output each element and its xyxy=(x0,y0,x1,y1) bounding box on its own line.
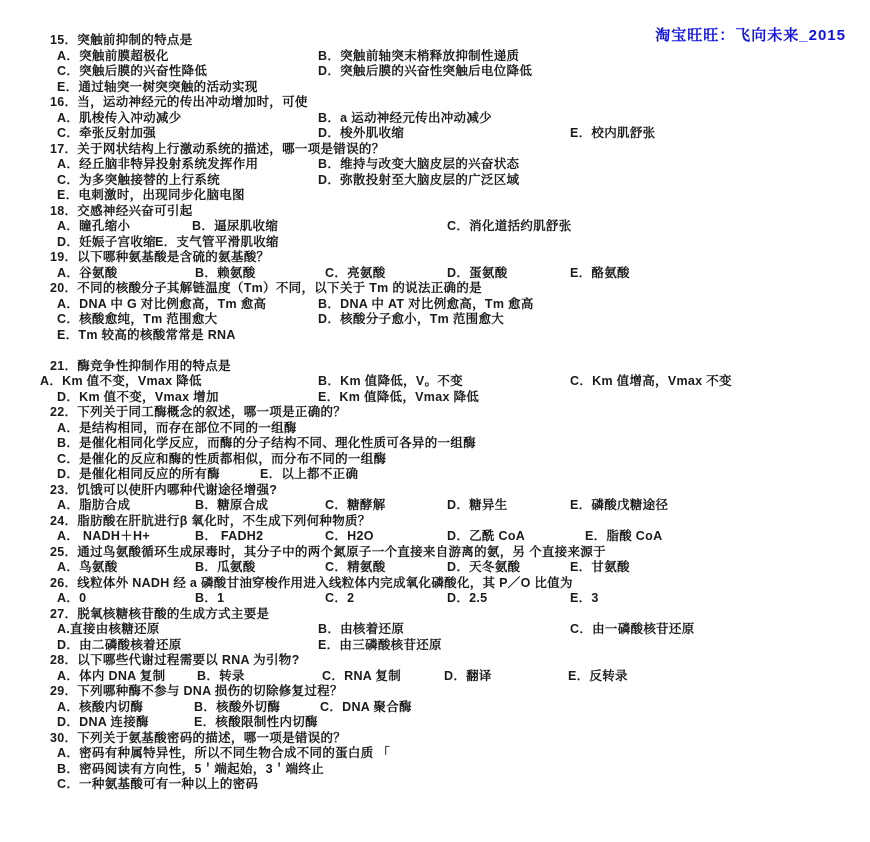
option-text: B．核酸外切酶 xyxy=(194,699,281,714)
question-stem: 21．酶竞争性抑制作用的特点是 xyxy=(50,358,231,373)
question-stem: 24．脂肪酸在肝肮进行β 氧化时，不生成下列何种物质？ xyxy=(50,513,371,528)
option-text: A.直接由核糖还原 xyxy=(57,622,160,636)
document-line xyxy=(0,464,870,480)
option-text: E．核酸限制性内切酶 xyxy=(194,715,318,729)
option-text: E．Tm 较高的核酸常常是 RNA xyxy=(57,327,236,342)
document-line xyxy=(0,139,870,155)
document-line xyxy=(0,635,870,651)
option-text: D．梭外肌收缩 xyxy=(318,126,405,140)
option-text: D．是催化相同反应的所有酶 xyxy=(57,467,220,481)
option-text: B．1 xyxy=(195,591,225,605)
option-text: B．糖原合成 xyxy=(195,498,269,512)
option-text: E．甘氨酸 xyxy=(570,560,630,574)
option-text: B． FADH2 xyxy=(195,529,264,543)
question-stem: 15．突触前抑制的特点是 xyxy=(50,33,193,47)
option-text: A．突触前膜超极化 xyxy=(57,48,169,63)
option-text: E．校内肌舒张 xyxy=(570,126,656,140)
option-text: E．Km 值降低，Vmax 降低 xyxy=(318,389,480,404)
document-line xyxy=(0,30,870,46)
option-text: B．逼尿肌收缩 xyxy=(192,219,279,233)
question-stem: 25．通过鸟氨酸循环生成尿毒时，其分子中的两个氮原子一个直接来自游离的氨，另 个直接来源于 xyxy=(50,544,606,559)
option-text: E．酪氨酸 xyxy=(570,265,630,280)
option-text: D．翻译 xyxy=(444,668,492,683)
option-text: E．3 xyxy=(570,591,599,605)
option-text: D．2.5 xyxy=(447,591,488,605)
document-line xyxy=(0,371,870,387)
option-text: E．电刺激时，出现同步化脑电图 xyxy=(57,188,245,202)
option-text: A．经丘脑非特异投射系统发挥作用 xyxy=(57,157,259,171)
document-line xyxy=(0,185,870,201)
option-text: E．通过轴突一树突突触的活动实现 xyxy=(57,79,258,94)
document-line xyxy=(0,77,870,93)
option-text: D．蛋氨酸 xyxy=(447,265,508,280)
option-text: B．转录 xyxy=(197,668,245,683)
document-line xyxy=(0,573,870,589)
document-line xyxy=(0,557,870,573)
document-line xyxy=(0,619,870,635)
option-text: D．突触后膜的兴奋性突触后电位降低 xyxy=(318,64,533,78)
document-line xyxy=(0,309,870,325)
question-stem: 17．关于网状结构上行激动系统的描述，哪一项是错误的？ xyxy=(50,141,385,156)
option-text: B．赖氨酸 xyxy=(195,265,256,280)
blank-line xyxy=(0,340,870,356)
option-text: C．为多突触接替的上行系统 xyxy=(57,172,220,187)
question-stem: 23．饥饿可以使肝内哪种代谢途径增强? xyxy=(50,482,278,497)
document-line xyxy=(0,232,870,248)
document-line xyxy=(0,728,870,744)
document-line xyxy=(0,216,870,232)
option-text: D．弥散投射至大脑皮层的广泛区域 xyxy=(318,172,520,187)
document-line xyxy=(0,418,870,434)
option-text: B．是催化相同化学反应，而酶的分子结构不同、理化性质可各异的一组酶 xyxy=(57,436,476,450)
document-line xyxy=(0,356,870,372)
option-text: D．糖异生 xyxy=(447,498,508,512)
document-line xyxy=(0,201,870,217)
document-line xyxy=(0,697,870,713)
option-text: D．Km 值不变，Vmax 增加 xyxy=(57,389,219,404)
document-line xyxy=(0,263,870,279)
document-line xyxy=(0,604,870,620)
option-text: C．RNA 复制 xyxy=(322,668,402,683)
option-text: E．以上都不正确 xyxy=(260,467,359,481)
option-text: A．鸟氨酸 xyxy=(57,560,118,574)
option-text: E．脂酸 CoA xyxy=(585,529,663,543)
option-text: C．2 xyxy=(325,591,355,605)
option-text: B．DNA 中 AT 对比例愈高，Tm 愈高 xyxy=(318,296,534,311)
option-text: B．瓜氨酸 xyxy=(195,560,256,574)
document-line xyxy=(0,108,870,124)
option-text: A．肌梭传入冲动减少 xyxy=(57,110,182,125)
option-text: A． NADH＋H+ xyxy=(57,529,150,543)
document-line xyxy=(0,278,870,294)
option-text: D．天冬氨酸 xyxy=(447,560,521,574)
option-text: C．H2O xyxy=(325,529,374,543)
document-line xyxy=(0,480,870,496)
option-text: E．磷酸戊糖途径 xyxy=(570,498,669,512)
option-text: D．DNA 连接酶 xyxy=(57,715,149,729)
document-line xyxy=(0,402,870,418)
document-line xyxy=(0,588,870,604)
option-text: E．支气管平滑肌收缩 xyxy=(155,234,279,249)
option-text: D．由二磷酸核着还原 xyxy=(57,637,182,652)
option-text: C．核酸愈纯，Tm 范围愈大 xyxy=(57,312,218,326)
document-line xyxy=(0,46,870,62)
question-stem: 27．脱氧核糖核苷酸的生成方式主要是 xyxy=(50,606,270,621)
option-text: B．由核着还原 xyxy=(318,622,405,636)
option-text: C．突触后膜的兴奋性降低 xyxy=(57,64,208,78)
document-line xyxy=(0,712,870,728)
document-line xyxy=(0,123,870,139)
question-stem: 28．以下哪些代谢过程需要以 RNA 为引物? xyxy=(50,653,300,667)
question-stem: 26．线粒体外 NADH 经 a 磷酸甘油穿梭作用进入线粒体内完成氧化磷酸化，其 P／O 比值为 xyxy=(50,575,573,590)
question-stem: 22．下列关于同工酶概念的叙述，哪一项是正确的？ xyxy=(50,405,347,419)
option-text: A．瞳孔缩小 xyxy=(57,219,131,233)
document-line xyxy=(0,774,870,790)
option-text: C．糖酵解 xyxy=(325,498,386,512)
option-text: C．牵张反射加强 xyxy=(57,126,156,140)
document-line xyxy=(0,433,870,449)
document-line xyxy=(0,449,870,465)
document-lines xyxy=(0,30,870,790)
option-text: A．核酸内切酶 xyxy=(57,699,144,714)
document-line xyxy=(0,650,870,666)
option-text: C．Km 值增高，Vmax 不变 xyxy=(570,374,732,388)
option-text: C．DNA 聚合酶 xyxy=(320,699,412,714)
document-line xyxy=(0,92,870,108)
question-stem: 20．不同的核酸分子其解链温度（Tm）不同，以下关于 Tm 的说法正确的是 xyxy=(50,281,482,295)
option-text: A．DNA 中 G 对比例愈高，Tm 愈高 xyxy=(57,296,267,311)
document-line xyxy=(0,61,870,77)
question-stem: 19．以下哪种氨基酸是含硫的氨基酸？ xyxy=(50,250,270,264)
option-text: A．Km 值不变，Vmax 降低 xyxy=(40,374,202,388)
document-line xyxy=(0,743,870,759)
option-text: E．反转录 xyxy=(568,668,628,683)
document-line xyxy=(0,294,870,310)
option-text: B．突触前轴突末梢释放抑制性递质 xyxy=(318,48,520,63)
document-line xyxy=(0,666,870,682)
watermark-text: 淘宝旺旺：飞向未来_2015 xyxy=(655,27,846,44)
option-text: D．核酸分子愈小，Tm 范围愈大 xyxy=(318,312,505,326)
option-text: B．Km 值降低，V。不变 xyxy=(318,374,463,388)
document-line xyxy=(0,681,870,697)
option-text: A．密码有种属特异性，所以不同生物合成不同的蛋白质 「 xyxy=(57,746,391,760)
document-line xyxy=(0,495,870,511)
question-stem: 18．交感神经兴奋可引起 xyxy=(50,203,193,218)
document-line xyxy=(0,154,870,170)
option-text: A．脂肪合成 xyxy=(57,498,131,512)
option-text: A．体内 DNA 复制 xyxy=(57,668,166,683)
question-stem: 16．当，运动神经元的传出冲动增加时，可使 xyxy=(50,95,308,109)
option-text: C．精氨酸 xyxy=(325,560,386,574)
option-text: C．由一磷酸核苷还原 xyxy=(570,622,695,636)
document-line xyxy=(0,759,870,775)
option-text: B．密码阅读有方向性，5＇端起始，3＇端终止 xyxy=(57,761,325,776)
document-line xyxy=(0,511,870,527)
option-text: A．谷氨酸 xyxy=(57,265,118,280)
option-text: C．一种氨基酸可有一种以上的密码 xyxy=(57,777,259,791)
document-line xyxy=(0,526,870,542)
option-text: A．0 xyxy=(57,591,87,605)
question-stem: 29．下列哪种酶不参与 DNA 损伤的切除修复过程？ xyxy=(50,684,343,698)
option-text: B．a 运动神经元传出冲动减少 xyxy=(318,110,492,125)
document-line xyxy=(0,170,870,186)
document-line xyxy=(0,387,870,403)
document-line xyxy=(0,542,870,558)
option-text: C．消化道括约肌舒张 xyxy=(447,219,572,233)
option-text: D．妊娠子宫收缩 xyxy=(57,234,156,249)
option-text: A．是结构相同，而存在部位不同的一组酶 xyxy=(57,420,297,435)
option-text: E．由三磷酸核苷还原 xyxy=(318,637,442,652)
option-text: D．乙酰 CoA xyxy=(447,529,526,543)
question-stem: 30．下列关于氨基酸密码的描述，哪一项是错误的？ xyxy=(50,730,347,745)
document-line xyxy=(0,325,870,341)
option-text: C．亮氨酸 xyxy=(325,265,386,280)
option-text: C．是催化的反应和酶的性质都相似，而分布不同的一组酶 xyxy=(57,451,387,466)
option-text: B．维持与改变大脑皮层的兴奋状态 xyxy=(318,157,520,171)
document-line xyxy=(0,247,870,263)
